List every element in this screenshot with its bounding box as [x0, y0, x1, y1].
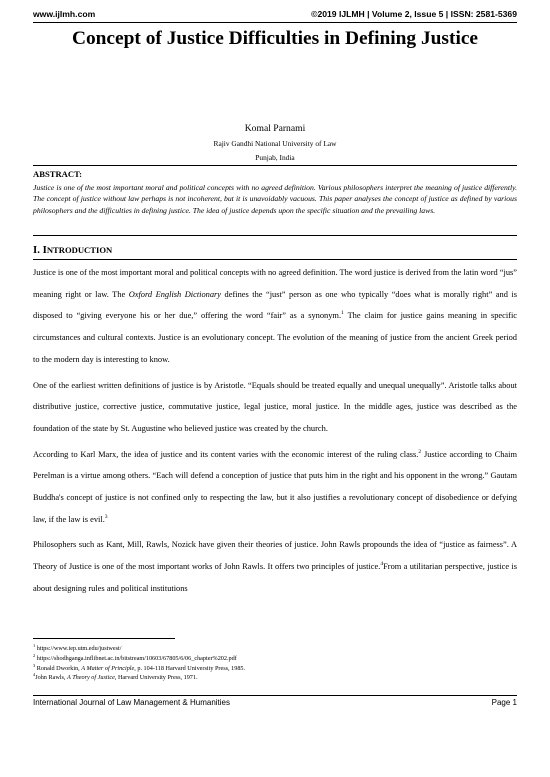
- author-location: Punjab, India: [255, 153, 295, 162]
- footnote-divider: [33, 638, 175, 639]
- footnote-ref[interactable]: 3: [104, 513, 108, 520]
- abstract-bottom-divider: [33, 235, 517, 236]
- section-heading-introduction: [33, 244, 112, 256]
- author-name: Komal Parnami: [244, 123, 306, 134]
- footnote: $^1$ https://www.iep.utm.edu/justwest/: [33, 642, 122, 652]
- abstract-text: Justice is one of the most important moral and political concepts with no agreed definition. Various philosophers interpret the meaning of justice differently. The concept of justice without law perhaps is not incoherent, but it is unavoidably vacuous. This paper analyses the concept of justice as defined by various philosophers and the difficulties in defining justice. The idea of justice depends upon the specific situation and the prevailing laws.: [33, 183, 517, 215]
- footer-journal-name: International Journal of Law Management & Humanities: [33, 698, 230, 707]
- footnote-link[interactable]: https://shodhganga.inflibnet.ac.in/bitstream/10603/67805/6/06_chapter%202.pdf: [35, 654, 237, 662]
- footnotes: [33, 644, 517, 683]
- paragraph: Justice is one of the most important moral and political concepts with no agreed definition. The word justice is derived from the latin word “jus” meaning right or law. The Oxford English Dictionary defines the “just” person as one who typically “does what is morally right” and is disposed to “giving everyone his or her due,” offering the word “fair” as a synonym.$^1$ The claim for justice gains meaning in specific circumstances and cultural contexts. Justice is an evolutionary concept. The evolution of the meaning of justice from the ancient Greek period to the modern day is interesting to know.: [33, 268, 518, 364]
- dictionary-title: Oxford English Dictionary: [128, 289, 222, 299]
- footnote-link[interactable]: https://www.iep.utm.edu/justwest/: [35, 645, 122, 652]
- paragraph: One of the earliest written definitions of justice is by Aristotle. “Equals should be treated equally and unequal unequally”. Aristotle talks about distributive justice, corrective justice, commutative justice, legal justice, moral justice. In the middle ages, justice was described as the foundation of the state by St. Augustine who believed justice was created by the church.: [33, 380, 517, 433]
- paper-title: Concept of Justice Difficulties in Defining Justice: [71, 28, 479, 49]
- section-divider: [33, 259, 517, 260]
- paragraph: Philosophers such as Kant, Mill, Rawls, Nozick have given their theories of justice. John Rawls propounds the idea of “justice as fairness”. A Theory of Justice is one of the most important works of John Rawls. It offers two principles of justice.$^4$From a utilitarian perspective, justice is about designing rules and political institutions: [33, 540, 517, 593]
- paragraph: According to Karl Marx, the idea of justice and its content varies with the economic interest of the ruling class.$^2$ Justice according to Chaim Perelman is a virtue among others. “Each will defend a conception of justice that puts him in the right and his opponent in the wrong.” Gautam Buddha's concept of justice is not confined only to respecting the law, but it also justifies a revolutionary concept of disobedience or defying law, if the law is evil.$^3$: [33, 448, 517, 524]
- running-footer: [33, 698, 517, 710]
- body-text: [33, 262, 517, 604]
- abstract-top-divider: [33, 165, 517, 166]
- abstract-heading: ABSTRACT:: [33, 169, 83, 179]
- footnote-ref[interactable]: 4: [380, 561, 384, 568]
- footnote: $^2$ https://shodhganga.inflibnet.ac.in/bitstream/10603/67805/6/06_chapter%202.pdf: [33, 652, 237, 662]
- website-link[interactable]: www.ijlmh.com: [33, 9, 96, 19]
- page-number: Page 1: [491, 698, 517, 707]
- footnote-ref[interactable]: 1: [341, 310, 344, 317]
- author-affiliation: Rajiv Gandhi National University of Law: [213, 139, 337, 148]
- footnote: $^4$John Rawls, A Theory of Justice, Harvard University Press, 1971.: [33, 672, 198, 682]
- footnote: $^3$ Ronald Dworkin, A Matter of Principle, p. 104-118 Harvard University Press, 1985.: [33, 662, 246, 672]
- running-header: [33, 9, 517, 21]
- footer-divider: [33, 695, 517, 696]
- section-title: NTRODUCTION: [46, 245, 113, 255]
- section-number: I. I: [33, 244, 47, 256]
- header-divider: [33, 22, 517, 23]
- journal-citation: ©2019 IJLMH | Volume 2, Issue 5 | ISSN: 2581-5369: [311, 9, 517, 19]
- footnote-ref[interactable]: 2: [418, 448, 422, 455]
